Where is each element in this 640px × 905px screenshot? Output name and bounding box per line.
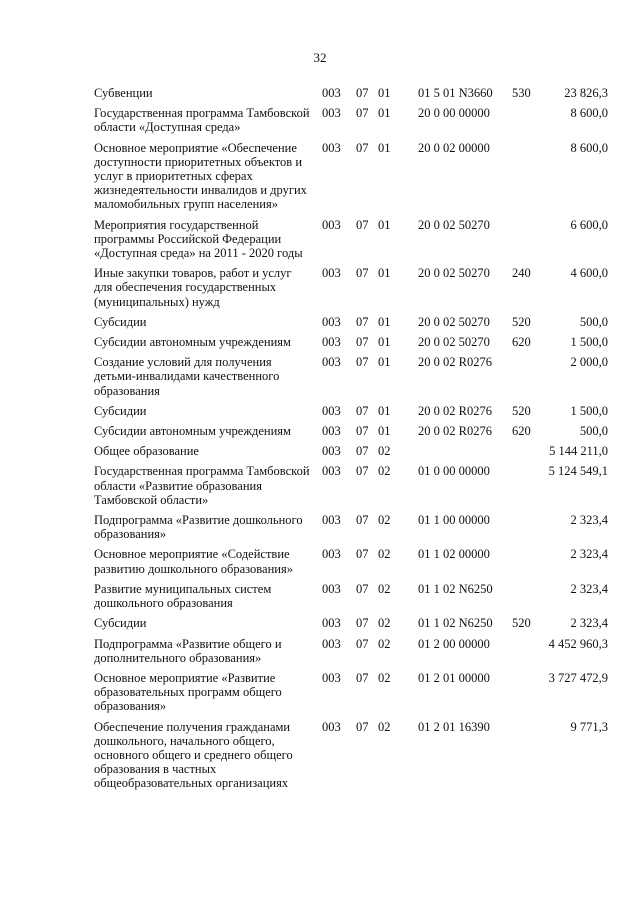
row-subsection-code: 01	[378, 86, 391, 100]
page-number: 32	[313, 50, 327, 65]
row-expense-type: 530	[512, 86, 531, 100]
row-department-code: 003	[322, 719, 341, 734]
row-target-article: 01 2 00 00000	[418, 636, 490, 651]
row-subsection-code: 02	[378, 636, 391, 651]
row-target-article: 20 0 02 50270	[418, 335, 490, 350]
row-section-code: 07	[356, 616, 369, 631]
table-row	[94, 106, 608, 134]
row-target-article: 20 0 02 50270	[418, 217, 490, 232]
table-row	[94, 404, 608, 418]
row-name: Государственная программа Тамбовской области «Доступная среда»	[94, 106, 310, 135]
row-name: Подпрограмма «Развитие общего и дополнительного образования»	[94, 636, 282, 665]
row-target-article: 01 0 00 00000	[418, 464, 490, 479]
row-name: Основное мероприятие «Развитие образовательных программ общего образования»	[94, 670, 282, 714]
row-section-code: 07	[356, 86, 369, 100]
row-name: Развитие муниципальных систем дошкольного образования	[94, 581, 272, 611]
row-target-article: 20 0 02 R0276	[418, 355, 492, 370]
table-row	[94, 86, 608, 100]
table-row	[94, 315, 608, 329]
row-department-code: 003	[322, 314, 341, 329]
row-subsection-code: 02	[378, 670, 391, 685]
row-name: Общее образование	[94, 444, 199, 459]
row-section-code: 07	[356, 719, 369, 734]
row-subsection-code: 02	[378, 581, 391, 596]
row-section-code: 07	[356, 106, 369, 121]
row-name: Создание условий для получения детьми-инвалидами качественного образования	[94, 355, 280, 398]
row-expense-type: 520	[512, 314, 531, 329]
row-name: Субсидии	[94, 616, 147, 631]
row-expense-type: 520	[512, 403, 531, 418]
row-department-code: 003	[322, 355, 341, 370]
row-section-code: 07	[356, 581, 369, 596]
row-target-article: 20 0 02 50270	[418, 266, 490, 281]
row-department-code: 003	[322, 444, 341, 459]
row-name: Основное мероприятие «Содействие развитию дошкольного образования»	[94, 547, 293, 576]
row-subsection-code: 02	[378, 719, 391, 734]
row-target-article: 01 1 02 N6250	[418, 616, 493, 631]
row-amount: 3 727 472,9	[548, 670, 608, 685]
row-amount: 2 323,4	[570, 581, 608, 596]
row-expense-type: 620	[512, 424, 531, 439]
row-department-code: 003	[322, 86, 341, 100]
table-row	[94, 582, 608, 610]
row-target-article: 01 2 01 16390	[418, 719, 490, 734]
row-department-code: 003	[322, 547, 341, 562]
row-department-code: 003	[322, 106, 341, 121]
row-amount: 2 323,4	[570, 547, 608, 562]
row-department-code: 003	[322, 581, 341, 596]
row-subsection-code: 02	[378, 513, 391, 528]
row-name: Подпрограмма «Развитие дошкольного образования»	[94, 513, 303, 542]
budget-table	[94, 86, 608, 797]
row-subsection-code: 01	[378, 424, 391, 439]
row-amount: 2 323,4	[570, 513, 608, 528]
row-target-article: 20 0 02 50270	[418, 314, 490, 329]
row-target-article: 20 0 02 00000	[418, 140, 490, 155]
row-department-code: 003	[322, 616, 341, 631]
row-name: Субсидии	[94, 314, 147, 329]
table-row	[94, 335, 608, 349]
row-name: Субсидии автономным учреждениям	[94, 335, 291, 350]
row-subsection-code: 01	[378, 335, 391, 350]
table-row	[94, 355, 608, 398]
row-department-code: 003	[322, 424, 341, 439]
row-subsection-code: 01	[378, 355, 391, 370]
row-amount: 1 500,0	[570, 403, 608, 418]
row-target-article: 01 1 02 N6250	[418, 581, 493, 596]
row-section-code: 07	[356, 444, 369, 459]
row-amount: 5 124 549,1	[548, 464, 608, 479]
row-name: Иные закупки товаров, работ и услуг для обеспечения государственных (муниципальных) нужд	[94, 266, 292, 309]
row-department-code: 003	[322, 403, 341, 418]
row-section-code: 07	[356, 513, 369, 528]
row-department-code: 003	[322, 140, 341, 155]
table-row	[94, 218, 608, 261]
row-section-code: 07	[356, 424, 369, 439]
row-target-article: 01 1 00 00000	[418, 513, 490, 528]
row-amount: 1 500,0	[570, 335, 608, 350]
table-row	[94, 266, 608, 309]
row-target-article: 01 5 01 N3660	[418, 86, 493, 100]
row-target-article: 01 1 02 00000	[418, 547, 490, 562]
table-row	[94, 547, 608, 575]
row-amount: 500,0	[579, 314, 608, 329]
row-section-code: 07	[356, 266, 369, 281]
row-name: Субвенции	[94, 86, 153, 100]
row-expense-type: 240	[512, 266, 531, 281]
row-section-code: 07	[356, 140, 369, 155]
row-section-code: 07	[356, 217, 369, 232]
row-amount: 2 000,0	[570, 355, 608, 370]
table-row	[94, 444, 608, 458]
row-amount: 8 600,0	[570, 140, 608, 155]
row-subsection-code: 02	[378, 616, 391, 631]
row-section-code: 07	[356, 403, 369, 418]
row-subsection-code: 01	[378, 217, 391, 232]
row-target-article: 20 0 00 00000	[418, 106, 490, 121]
row-amount: 5 144 211,0	[549, 444, 608, 459]
row-subsection-code: 01	[378, 140, 391, 155]
table-row	[94, 671, 608, 714]
row-expense-type: 520	[512, 616, 531, 631]
row-subsection-code: 02	[378, 547, 391, 562]
row-target-article: 20 0 02 R0276	[418, 403, 492, 418]
row-amount: 4 600,0	[570, 266, 608, 281]
row-name: Обеспечение получения гражданами дошкольного, начального общего, основного общего и среднего общего образования в частных общеобразовательных организациях	[94, 719, 293, 791]
row-name: Основное мероприятие «Обеспечение доступности приоритетных объектов и услуг в приоритетных сферах жизнедеятельности инвалидов и других маломобильных групп населения»	[94, 140, 307, 212]
row-section-code: 07	[356, 636, 369, 651]
row-expense-type: 620	[512, 335, 531, 350]
row-department-code: 003	[322, 636, 341, 651]
row-amount: 8 600,0	[570, 106, 608, 121]
table-row	[94, 513, 608, 541]
row-subsection-code: 01	[378, 266, 391, 281]
row-name: Мероприятия государственной программы Российской Федерации «Доступная среда» на 2011 - 2020 годы	[94, 217, 303, 261]
row-section-code: 07	[356, 670, 369, 685]
table-row	[94, 464, 608, 507]
row-department-code: 003	[322, 513, 341, 528]
row-name: Государственная программа Тамбовской области «Развитие образования Тамбовской области»	[94, 464, 310, 507]
row-department-code: 003	[322, 464, 341, 479]
table-row	[94, 141, 608, 212]
row-amount: 23 826,3	[564, 86, 608, 100]
row-amount: 500,0	[579, 424, 608, 439]
row-subsection-code: 01	[378, 106, 391, 121]
row-department-code: 003	[322, 266, 341, 281]
row-department-code: 003	[322, 335, 341, 350]
row-amount: 9 771,3	[570, 719, 608, 734]
row-section-code: 07	[356, 464, 369, 479]
row-section-code: 07	[356, 335, 369, 350]
row-target-article: 20 0 02 R0276	[418, 424, 492, 439]
row-department-code: 003	[322, 217, 341, 232]
row-section-code: 07	[356, 314, 369, 329]
row-subsection-code: 01	[378, 403, 391, 418]
row-subsection-code: 01	[378, 314, 391, 329]
row-name: Субсидии автономным учреждениям	[94, 424, 291, 439]
row-amount: 2 323,4	[570, 616, 608, 631]
row-amount: 4 452 960,3	[548, 636, 608, 651]
table-row	[94, 637, 608, 665]
row-department-code: 003	[322, 670, 341, 685]
table-row	[94, 720, 608, 791]
row-amount: 6 600,0	[570, 217, 608, 232]
row-section-code: 07	[356, 355, 369, 370]
table-row	[94, 424, 608, 438]
row-subsection-code: 02	[378, 464, 391, 479]
row-section-code: 07	[356, 547, 369, 562]
row-target-article: 01 2 01 00000	[418, 670, 490, 685]
row-subsection-code: 02	[378, 444, 391, 459]
row-name: Субсидии	[94, 403, 147, 418]
table-row	[94, 616, 608, 630]
